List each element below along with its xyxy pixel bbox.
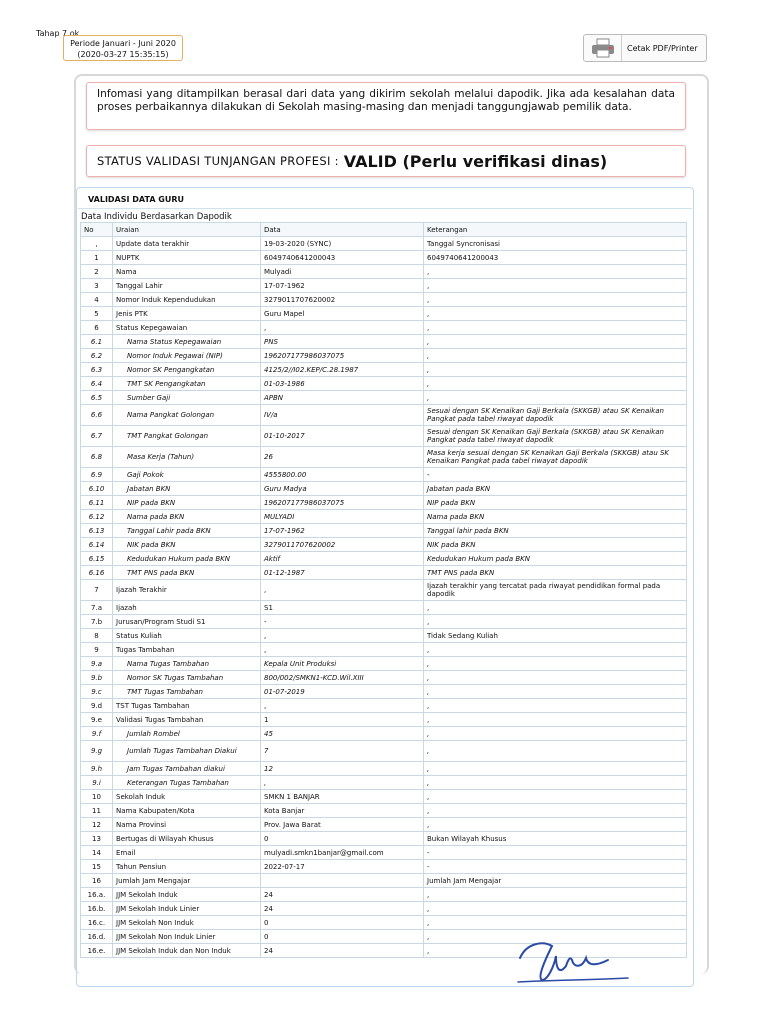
table-row [81, 615, 687, 629]
cell-data: 196207177986037075 [261, 349, 424, 363]
cell-no: 6.7 [81, 426, 113, 447]
cell-data: Aktif [261, 552, 424, 566]
cell-uraian: Tanggal Lahir pada BKN [113, 524, 261, 538]
table-row [81, 629, 687, 643]
table-row [81, 405, 687, 426]
cell-uraian: Nama [113, 265, 261, 279]
cell-uraian: Gaji Pokok [113, 468, 261, 482]
cell-data: 4555800.00 [261, 468, 424, 482]
status-label: STATUS VALIDASI TUNJANGAN PROFESI : [97, 154, 339, 168]
cell-data: 1 [261, 713, 424, 727]
cell-keterangan: Tanggal lahir pada BKN [424, 524, 687, 538]
table-row [81, 790, 687, 804]
cell-uraian: JJM Sekolah Non Induk Linier [113, 930, 261, 944]
cell-data: 3279011707620002 [261, 293, 424, 307]
cell-uraian: Nama Kabupaten/Kota [113, 804, 261, 818]
cell-uraian: Masa Kerja (Tahun) [113, 447, 261, 468]
table-row [81, 363, 687, 377]
cell-no: 16.a. [81, 888, 113, 902]
cell-data: MULYADI [261, 510, 424, 524]
cell-no: 9.b [81, 671, 113, 685]
cell-uraian: Ijazah Terakhir [113, 580, 261, 601]
validasi-table [80, 222, 687, 958]
cell-keterangan: 6049740641200043 [424, 251, 687, 265]
cell-keterangan: Ijazah terakhir yang tercatat pada riwayat pendidikan formal pada dapodik [424, 580, 687, 601]
cell-uraian: NUPTK [113, 251, 261, 265]
cell-no: 6.5 [81, 391, 113, 405]
cell-data [261, 874, 424, 888]
cell-keterangan: Jumlah Jam Mengajar [424, 874, 687, 888]
table-row [81, 524, 687, 538]
cell-uraian: Jam Tugas Tambahan diakui [113, 762, 261, 776]
cell-no: 9.e [81, 713, 113, 727]
cell-data: 45 [261, 727, 424, 741]
header-keterangan: Keterangan [424, 223, 687, 237]
table-row [81, 237, 687, 251]
cell-no: 9.a [81, 657, 113, 671]
cell-data: 7 [261, 741, 424, 762]
table-row [81, 804, 687, 818]
table-body [81, 237, 687, 958]
cell-data: - [261, 615, 424, 629]
cell-uraian: TMT SK Pengangkatan [113, 377, 261, 391]
cell-uraian: Bertugas di Wilayah Khusus [113, 832, 261, 846]
cell-data: Kota Banjar [261, 804, 424, 818]
print-label: Cetak PDF/Printer [627, 43, 698, 53]
cell-keterangan: Masa kerja sesuai dengan SK Kenaikan Gaji Berkala (SKKGB) atau SK Kenaikan Pangkat pada tabel riwayat dapodik [424, 447, 687, 468]
cell-keterangan: , [424, 265, 687, 279]
cell-uraian: Jenis PTK [113, 307, 261, 321]
cell-uraian: Nomor Induk Kependudukan [113, 293, 261, 307]
cell-uraian: JJM Sekolah Induk dan Non Induk [113, 944, 261, 958]
cell-data: 4125/2//I02.KEP/C.28.1987 [261, 363, 424, 377]
table-row [81, 818, 687, 832]
table-row [81, 426, 687, 447]
cell-no: 7.b [81, 615, 113, 629]
cell-data: mulyadi.smkn1banjar@gmail.com [261, 846, 424, 860]
table-row [81, 510, 687, 524]
periode-range: Periode Januari - Juni 2020 [70, 39, 176, 48]
status-validasi-box [86, 145, 686, 177]
cell-uraian: Nama Provinsi [113, 818, 261, 832]
print-pdf-button[interactable] [583, 34, 707, 62]
table-row [81, 447, 687, 468]
cell-uraian: Jumlah Tugas Tambahan Diakui [113, 741, 261, 762]
table-row [81, 685, 687, 699]
cell-data: , [261, 580, 424, 601]
cell-no: 12 [81, 818, 113, 832]
cell-uraian: NIP pada BKN [113, 496, 261, 510]
header-data: Data [261, 223, 424, 237]
cell-data: Guru Madya [261, 482, 424, 496]
cell-keterangan: NIK pada BKN [424, 538, 687, 552]
cell-data: SMKN 1 BANJAR [261, 790, 424, 804]
cell-no: 10 [81, 790, 113, 804]
cell-keterangan: , [424, 930, 687, 944]
table-row [81, 727, 687, 741]
cell-data: S1 [261, 601, 424, 615]
tahap-label: Tahap 7 ok [36, 29, 80, 38]
cell-no: 6.6 [81, 405, 113, 426]
info-text: Infomasi yang ditampilkan berasal dari data yang dikirim sekolah melalui dapodik. Jika ada kesalahan data proses perbaikannya dilakukan di Sekolah masing-masing dan menjadi tanggungjawab pemilik data. [97, 88, 675, 113]
cell-no: 9.d [81, 699, 113, 713]
cell-no: 16.e. [81, 944, 113, 958]
cell-keterangan: TMT PNS pada BKN [424, 566, 687, 580]
cell-no: 6.14 [81, 538, 113, 552]
table-row [81, 293, 687, 307]
table-row [81, 832, 687, 846]
table-row [81, 335, 687, 349]
cell-data: 24 [261, 944, 424, 958]
cell-data: 26 [261, 447, 424, 468]
cell-no: 6.13 [81, 524, 113, 538]
validasi-title: VALIDASI DATA GURU [88, 195, 185, 204]
cell-keterangan: , [424, 293, 687, 307]
table-row [81, 699, 687, 713]
cell-no: 6.8 [81, 447, 113, 468]
periode-timestamp: (2020-03-27 15:35:15) [77, 50, 169, 59]
cell-uraian: Nama Pangkat Golongan [113, 405, 261, 426]
cell-uraian: Tanggal Lahir [113, 279, 261, 293]
cell-uraian: Keterangan Tugas Tambahan [113, 776, 261, 790]
cell-uraian: Nomor Induk Pegawai (NIP) [113, 349, 261, 363]
cell-no: 4 [81, 293, 113, 307]
cell-keterangan: , [424, 713, 687, 727]
cell-no: 14 [81, 846, 113, 860]
cell-data: 01-12-1987 [261, 566, 424, 580]
cell-data: APBN [261, 391, 424, 405]
table-row [81, 377, 687, 391]
cell-no: 9.i [81, 776, 113, 790]
cell-uraian: Nama pada BKN [113, 510, 261, 524]
table-row [81, 391, 687, 405]
cell-no: 6.1 [81, 335, 113, 349]
cell-uraian: Status Kepegawaian [113, 321, 261, 335]
cell-uraian: Sumber Gaji [113, 391, 261, 405]
cell-no: 6.15 [81, 552, 113, 566]
cell-no: 7.a [81, 601, 113, 615]
cell-keterangan: , [424, 391, 687, 405]
cell-uraian: Email [113, 846, 261, 860]
table-row [81, 762, 687, 776]
table-row [81, 552, 687, 566]
cell-uraian: Jabatan BKN [113, 482, 261, 496]
table-row [81, 279, 687, 293]
table-row [81, 601, 687, 615]
cell-keterangan: NIP pada BKN [424, 496, 687, 510]
cell-no: 6.2 [81, 349, 113, 363]
table-row [81, 643, 687, 657]
cell-uraian: Jumlah Jam Mengajar [113, 874, 261, 888]
cell-data: 2022-07-17 [261, 860, 424, 874]
cell-no: 3 [81, 279, 113, 293]
cell-data: Mulyadi [261, 265, 424, 279]
cell-keterangan: , [424, 307, 687, 321]
cell-uraian: Validasi Tugas Tambahan [113, 713, 261, 727]
cell-keterangan: , [424, 615, 687, 629]
table-row [81, 776, 687, 790]
cell-no: 7 [81, 580, 113, 601]
cell-keterangan: Bukan Wilayah Khusus [424, 832, 687, 846]
cell-no: 9.f [81, 727, 113, 741]
table-row [81, 265, 687, 279]
validasi-divider [78, 208, 692, 209]
cell-uraian: JJM Sekolah Induk [113, 888, 261, 902]
cell-data: Kepala Unit Produksi [261, 657, 424, 671]
table-row [81, 321, 687, 335]
cell-no: 9.g [81, 741, 113, 762]
cell-no: 6.9 [81, 468, 113, 482]
table-row [81, 307, 687, 321]
table-row [81, 468, 687, 482]
cell-uraian: Ijazah [113, 601, 261, 615]
cell-keterangan: , [424, 349, 687, 363]
cell-uraian: Update data terakhir [113, 237, 261, 251]
cell-no: 16.c. [81, 916, 113, 930]
cell-no: 16 [81, 874, 113, 888]
cell-data: 0 [261, 930, 424, 944]
header-uraian: Uraian [113, 223, 261, 237]
cell-keterangan: , [424, 377, 687, 391]
cell-no: , [81, 237, 113, 251]
cell-keterangan: Kedudukan Hukum pada BKN [424, 552, 687, 566]
table-row [81, 902, 687, 916]
cell-data: 01-03-1986 [261, 377, 424, 391]
cell-no: 6.4 [81, 377, 113, 391]
table-row [81, 251, 687, 265]
validasi-subtitle: Data Individu Berdasarkan Dapodik [81, 212, 232, 222]
table-row [81, 538, 687, 552]
cell-keterangan: Sesuai dengan SK Kenaikan Gaji Berkala (SKKGB) atau SK Kenaikan Pangkat pada tabel riwayat dapodik [424, 426, 687, 447]
cell-no: 6.11 [81, 496, 113, 510]
cell-data: 01-10-2017 [261, 426, 424, 447]
cell-data: 0 [261, 916, 424, 930]
cell-data: Prov. Jawa Barat [261, 818, 424, 832]
cell-keterangan: - [424, 860, 687, 874]
cell-data: , [261, 776, 424, 790]
cell-data: , [261, 629, 424, 643]
cell-no: 8 [81, 629, 113, 643]
cell-keterangan: - [424, 468, 687, 482]
table-row [81, 657, 687, 671]
cell-data: 01-07-2019 [261, 685, 424, 699]
cell-data: 196207177986037075 [261, 496, 424, 510]
cell-keterangan: , [424, 790, 687, 804]
cell-data: 17-07-1962 [261, 524, 424, 538]
cell-data: 6049740641200043 [261, 251, 424, 265]
cell-data: 800/002/SMKN1-KCD.Wil.XIII [261, 671, 424, 685]
cell-uraian: Nomor SK Tugas Tambahan [113, 671, 261, 685]
cell-uraian: JJM Sekolah Non Induk [113, 916, 261, 930]
cell-keterangan: , [424, 601, 687, 615]
cell-uraian: Kedudukan Hukum pada BKN [113, 552, 261, 566]
cell-keterangan: Nama pada BKN [424, 510, 687, 524]
table-row [81, 580, 687, 601]
cell-uraian: TMT Pangkat Golongan [113, 426, 261, 447]
cell-data: , [261, 643, 424, 657]
cell-no: 6.16 [81, 566, 113, 580]
cell-data: Guru Mapel [261, 307, 424, 321]
table-row [81, 496, 687, 510]
cell-keterangan: , [424, 335, 687, 349]
table-row [81, 874, 687, 888]
table-row [81, 860, 687, 874]
cell-data: 3279011707620002 [261, 538, 424, 552]
cell-keterangan: Sesuai dengan SK Kenaikan Gaji Berkala (SKKGB) atau SK Kenaikan Pangkat pada tabel riwayat dapodik [424, 405, 687, 426]
cell-keterangan: , [424, 671, 687, 685]
cell-uraian: Nama Tugas Tambahan [113, 657, 261, 671]
cell-keterangan: , [424, 776, 687, 790]
cell-keterangan: , [424, 818, 687, 832]
table-row [81, 671, 687, 685]
printer-icon [584, 35, 622, 61]
cell-no: 9 [81, 643, 113, 657]
cell-keterangan: , [424, 643, 687, 657]
cell-keterangan: Tanggal Syncronisasi [424, 237, 687, 251]
cell-no: 6.10 [81, 482, 113, 496]
cell-no: 9.h [81, 762, 113, 776]
table-header-row [81, 223, 687, 237]
cell-keterangan: , [424, 916, 687, 930]
cell-keterangan: , [424, 944, 687, 958]
cell-keterangan: , [424, 321, 687, 335]
cell-no: 6.3 [81, 363, 113, 377]
cell-data: IV/a [261, 405, 424, 426]
cell-uraian: Nama Status Kepegawaian [113, 335, 261, 349]
cell-data: , [261, 699, 424, 713]
cell-keterangan: , [424, 363, 687, 377]
cell-keterangan: , [424, 888, 687, 902]
cell-no: 1 [81, 251, 113, 265]
cell-no: 16.b. [81, 902, 113, 916]
cell-no: 6 [81, 321, 113, 335]
cell-no: 2 [81, 265, 113, 279]
cell-uraian: TST Tugas Tambahan [113, 699, 261, 713]
table-row [81, 741, 687, 762]
cell-keterangan: , [424, 762, 687, 776]
cell-keterangan: Jabatan pada BKN [424, 482, 687, 496]
info-notice [86, 82, 686, 130]
table-row [81, 888, 687, 902]
periode-box [63, 35, 183, 61]
cell-keterangan: - [424, 846, 687, 860]
cell-no: 5 [81, 307, 113, 321]
table-row [81, 713, 687, 727]
cell-keterangan: , [424, 279, 687, 293]
cell-uraian: Nomor SK Pengangkatan [113, 363, 261, 377]
cell-data: 17-07-1962 [261, 279, 424, 293]
cell-data: 0 [261, 832, 424, 846]
cell-keterangan: Tidak Sedang Kuliah [424, 629, 687, 643]
status-value: VALID (Perlu verifikasi dinas) [343, 151, 608, 171]
cell-no: 15 [81, 860, 113, 874]
table-row [81, 566, 687, 580]
table-row [81, 349, 687, 363]
cell-data: 24 [261, 888, 424, 902]
cell-data: 12 [261, 762, 424, 776]
cell-keterangan: , [424, 804, 687, 818]
cell-keterangan: , [424, 741, 687, 762]
cell-keterangan: , [424, 685, 687, 699]
cell-no: 13 [81, 832, 113, 846]
cell-uraian: NIK pada BKN [113, 538, 261, 552]
cell-keterangan: , [424, 727, 687, 741]
cell-keterangan: , [424, 902, 687, 916]
cell-data: 19-03-2020 (SYNC) [261, 237, 424, 251]
cell-keterangan: , [424, 657, 687, 671]
cell-data: , [261, 321, 424, 335]
cell-no: 6.12 [81, 510, 113, 524]
cell-uraian: Sekolah Induk [113, 790, 261, 804]
cell-no: 11 [81, 804, 113, 818]
cell-uraian: Tahun Pensiun [113, 860, 261, 874]
table-row [81, 916, 687, 930]
table-row [81, 482, 687, 496]
cell-uraian: TMT Tugas Tambahan [113, 685, 261, 699]
cell-data: 24 [261, 902, 424, 916]
cell-uraian: Tugas Tambahan [113, 643, 261, 657]
cell-data: PNS [261, 335, 424, 349]
cell-uraian: JJM Sekolah Induk Linier [113, 902, 261, 916]
table-row [81, 846, 687, 860]
cell-uraian: Jumlah Rombel [113, 727, 261, 741]
cell-keterangan: , [424, 699, 687, 713]
cell-no: 9.c [81, 685, 113, 699]
signature [512, 936, 632, 994]
cell-uraian: TMT PNS pada BKN [113, 566, 261, 580]
cell-uraian: Status Kuliah [113, 629, 261, 643]
cell-uraian: Jurusan/Program Studi S1 [113, 615, 261, 629]
cell-no: 16.d. [81, 930, 113, 944]
header-no: No [81, 223, 113, 237]
